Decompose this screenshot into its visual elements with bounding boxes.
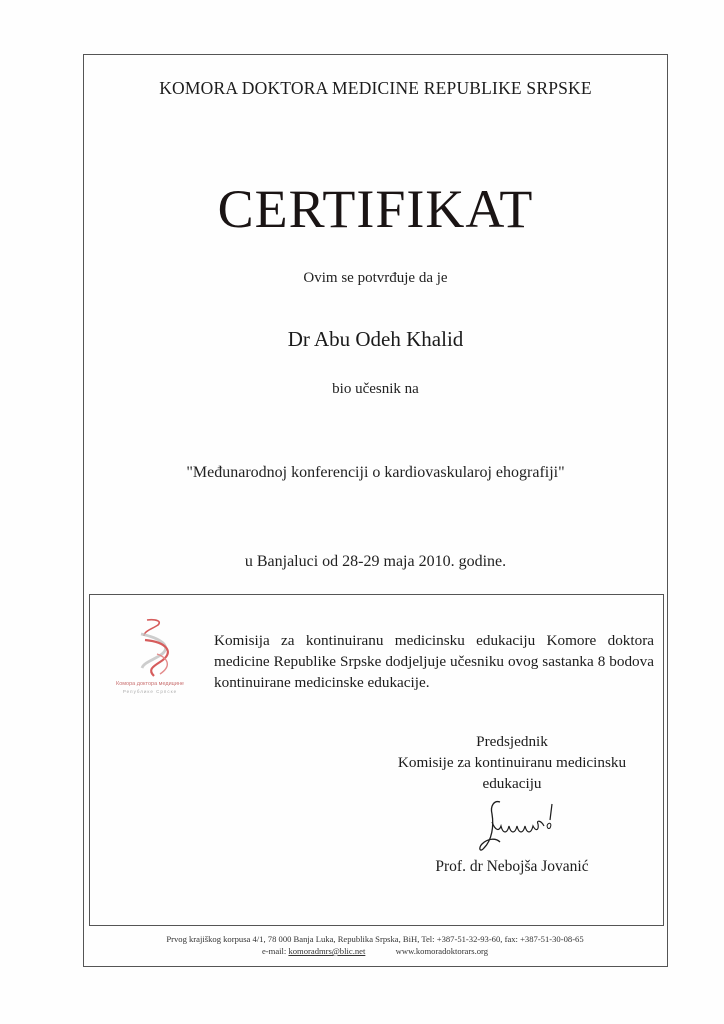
participant-role: bio učesnik na [332, 381, 419, 397]
logo-text: Комора доктора медицине [116, 681, 184, 687]
confirmation-text: Ovim se potvrđuje da je [303, 270, 448, 286]
email-label: e-mail: [261, 946, 287, 956]
signature-icon [470, 796, 565, 858]
signer-title-line3: edukaciju [482, 775, 542, 792]
website-link[interactable]: www.komoradoktorars.org [395, 946, 489, 956]
email-link[interactable]: komoradmrs@blic.net [288, 946, 366, 956]
footer-contact [90, 946, 660, 956]
footer-address: Prvog krajiškog korpusa 4/1, 78 000 Banja Luka, Republika Srpska, BiH, Tel: +387-51-32-93-60, fax: +387-51-30-08-65 [166, 934, 584, 944]
chamber-logo-icon [100, 612, 200, 692]
cme-credit-text: Komisija za kontinuiranu medicinsku edukaciju Komore doktora medicine Republike Srpske dodjeljuje učesniku ovog sastanka 8 bodova kontinuirane medicinske edukacije. [214, 632, 654, 691]
signer-title-line1: Predsjednik [476, 733, 548, 750]
logo-subtext: Републике Српске [122, 689, 178, 694]
signer-name: Prof. dr Nebojša Jovanić [435, 858, 589, 875]
signer-title-line2: Komisije za kontinuiranu medicinsku [397, 754, 627, 771]
organization-name: KOMORA DOKTORA MEDICINE REPUBLIKE SRPSKE [159, 78, 592, 98]
recipient-name: Dr Abu Odeh Khalid [287, 327, 464, 351]
event-date: u Banjaluci od 28-29 maja 2010. godine. [244, 553, 507, 570]
event-name: "Međunarodnoj konferenciji o kardiovaskularoj ehografiji" [186, 464, 565, 481]
signer-title [372, 731, 652, 794]
certificate-title: CERTIFIKAT [217, 179, 534, 239]
